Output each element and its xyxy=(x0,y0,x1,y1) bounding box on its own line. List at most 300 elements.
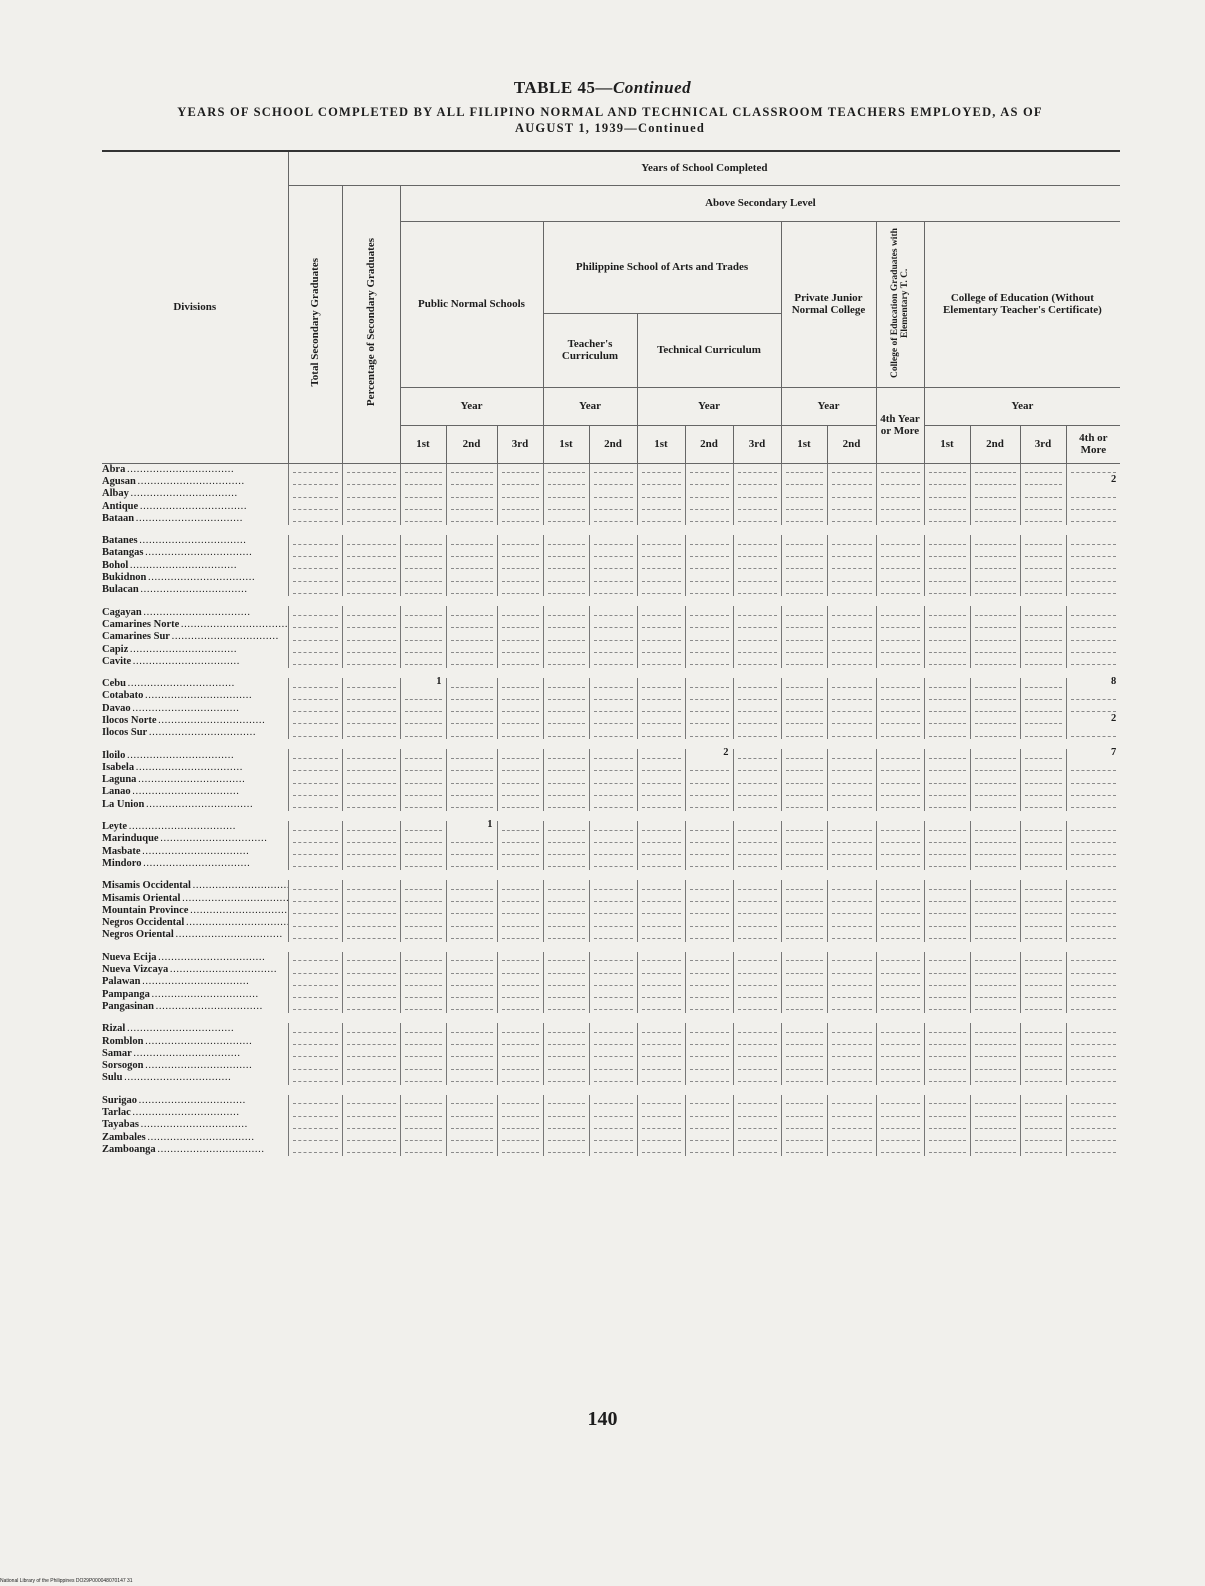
table-cell xyxy=(827,952,876,964)
table-cell xyxy=(733,1048,781,1060)
table-cell xyxy=(589,762,637,774)
table-cell xyxy=(637,513,685,525)
table-cell xyxy=(781,727,827,739)
table-cell xyxy=(924,858,970,870)
table-cell xyxy=(1066,675,1120,690)
table-cell xyxy=(400,619,446,631)
table-cell xyxy=(1066,1048,1120,1060)
table-cell xyxy=(733,1144,781,1156)
table-cell xyxy=(543,976,589,988)
table-cell xyxy=(733,619,781,631)
table-cell xyxy=(543,917,589,929)
table-cell xyxy=(288,799,342,811)
table-cell xyxy=(342,1060,400,1072)
table-cell xyxy=(685,952,733,964)
table-cell xyxy=(497,774,543,786)
table-cell xyxy=(288,1119,342,1131)
table-row xyxy=(102,833,1120,845)
table-cell xyxy=(446,703,497,715)
table-cell xyxy=(400,964,446,976)
table-cell xyxy=(781,846,827,858)
table-cell xyxy=(446,560,497,572)
table-cell xyxy=(876,619,924,631)
table-cell xyxy=(446,952,497,964)
cell-value: 2 xyxy=(723,747,729,759)
table-cell xyxy=(733,656,781,668)
table-cell xyxy=(970,774,1020,786)
table-cell xyxy=(827,463,876,476)
table-cell xyxy=(637,976,685,988)
table-cell xyxy=(589,786,637,798)
subtitle-line-2: AUGUST 1, 1939—Continued xyxy=(514,121,706,135)
division-name: Isabela . . . xyxy=(102,762,288,774)
table-cell xyxy=(827,656,876,668)
table-row xyxy=(102,488,1120,500)
table-cell xyxy=(342,976,400,988)
table-cell xyxy=(342,988,400,1000)
header-year-teachers: Year xyxy=(543,387,637,425)
table-cell xyxy=(589,572,637,584)
table-cell xyxy=(497,488,543,500)
table-cell xyxy=(288,774,342,786)
table-cell xyxy=(637,476,685,488)
table-cell xyxy=(543,656,589,668)
table-cell xyxy=(543,513,589,525)
table-cell xyxy=(342,1001,400,1013)
table-cell xyxy=(1020,1107,1066,1119)
division-name: Pangasinan . . . xyxy=(102,1001,288,1013)
table-cell xyxy=(589,1144,637,1156)
table-cell xyxy=(685,463,733,476)
table-cell xyxy=(685,846,733,858)
table-cell xyxy=(342,1048,400,1060)
table-cell xyxy=(827,560,876,572)
table-cell xyxy=(970,703,1020,715)
table-cell xyxy=(589,584,637,596)
table-row xyxy=(102,656,1120,668)
table-cell xyxy=(497,476,543,488)
table-cell xyxy=(781,964,827,976)
table-cell xyxy=(446,880,497,892)
table-row xyxy=(102,513,1120,525)
table-cell xyxy=(589,976,637,988)
table-cell xyxy=(685,880,733,892)
table-cell xyxy=(288,749,342,761)
table-cell xyxy=(497,619,543,631)
table-subtitle xyxy=(100,104,1120,136)
table-cell xyxy=(589,1095,637,1107)
table-cell xyxy=(497,500,543,512)
table-cell xyxy=(733,821,781,833)
table-cell xyxy=(781,513,827,525)
table-row xyxy=(102,762,1120,774)
table-cell xyxy=(589,833,637,845)
table-cell xyxy=(970,1072,1020,1084)
table-cell xyxy=(637,821,685,833)
table-cell xyxy=(781,762,827,774)
table-cell xyxy=(924,1131,970,1143)
table-cell xyxy=(342,535,400,547)
table-cell xyxy=(543,560,589,572)
table-cell xyxy=(685,1144,733,1156)
table-cell xyxy=(733,643,781,655)
table-cell xyxy=(685,1072,733,1084)
table-row xyxy=(102,905,1120,917)
table-cell xyxy=(733,905,781,917)
table-cell xyxy=(970,690,1020,702)
table-cell xyxy=(543,643,589,655)
table-cell xyxy=(288,833,342,845)
table-cell xyxy=(637,917,685,929)
table-cell xyxy=(288,1144,342,1156)
table-cell xyxy=(637,1144,685,1156)
table-cell xyxy=(827,1060,876,1072)
table-cell xyxy=(637,749,685,761)
table-cell xyxy=(1020,1131,1066,1143)
table-cell xyxy=(733,715,781,727)
table-cell xyxy=(733,1095,781,1107)
table-cell xyxy=(637,1048,685,1060)
table-cell xyxy=(497,584,543,596)
table-cell xyxy=(400,917,446,929)
table-cell xyxy=(685,500,733,512)
table-cell xyxy=(970,572,1020,584)
table-cell xyxy=(1020,488,1066,500)
table-cell xyxy=(446,513,497,525)
table-cell xyxy=(288,976,342,988)
table-cell xyxy=(827,892,876,904)
table-cell xyxy=(827,619,876,631)
table-cell xyxy=(876,1131,924,1143)
table-cell xyxy=(446,656,497,668)
table-cell xyxy=(685,905,733,917)
table-cell xyxy=(400,606,446,618)
table-cell xyxy=(446,964,497,976)
table-cell xyxy=(781,1023,827,1035)
division-name: Cagayan . . . xyxy=(102,606,288,618)
division-name: Romblon . . . xyxy=(102,1035,288,1047)
table-cell xyxy=(543,690,589,702)
table-cell xyxy=(827,1035,876,1047)
table-cell xyxy=(637,858,685,870)
table-row xyxy=(102,631,1120,643)
table-cell xyxy=(1020,560,1066,572)
table-cell xyxy=(733,762,781,774)
table-cell xyxy=(288,513,342,525)
table-title-main: TABLE 45 xyxy=(513,78,596,97)
table-cell xyxy=(1066,547,1120,559)
table-cell xyxy=(637,572,685,584)
table-cell xyxy=(685,799,733,811)
table-cell xyxy=(685,786,733,798)
table-cell xyxy=(733,513,781,525)
table-cell xyxy=(733,917,781,929)
table-cell xyxy=(827,547,876,559)
table-cell xyxy=(781,643,827,655)
table-row xyxy=(102,1035,1120,1047)
table-title xyxy=(0,78,1205,98)
group-spacer xyxy=(102,870,1120,880)
table-cell xyxy=(733,1001,781,1013)
table-cell xyxy=(827,880,876,892)
division-name: Davao . . . xyxy=(102,703,288,715)
table-cell xyxy=(827,584,876,596)
table-cell xyxy=(924,833,970,845)
table-cell xyxy=(288,858,342,870)
table-cell xyxy=(400,905,446,917)
table-cell xyxy=(589,1035,637,1047)
table-cell xyxy=(924,535,970,547)
table-cell xyxy=(400,572,446,584)
table-cell xyxy=(589,1023,637,1035)
table-cell xyxy=(685,606,733,618)
division-name: Sulu . . . xyxy=(102,1072,288,1084)
table-cell xyxy=(827,488,876,500)
table-cell xyxy=(924,917,970,929)
table-cell xyxy=(288,463,342,476)
table-cell xyxy=(1020,500,1066,512)
table-cell xyxy=(589,463,637,476)
table-cell xyxy=(733,846,781,858)
header-psat: Philippine School of Arts and Trades xyxy=(543,221,781,313)
table-cell xyxy=(400,821,446,833)
table-cell xyxy=(1020,880,1066,892)
table-cell xyxy=(924,463,970,476)
division-name: Palawan . . . xyxy=(102,976,288,988)
table-cell xyxy=(827,929,876,941)
table-cell xyxy=(970,762,1020,774)
table-cell xyxy=(543,1095,589,1107)
table-cell xyxy=(342,1107,400,1119)
table-row xyxy=(102,727,1120,739)
table-cell xyxy=(781,988,827,1000)
table-cell xyxy=(1020,749,1066,761)
table-cell xyxy=(400,858,446,870)
table-cell xyxy=(637,715,685,727)
table-cell xyxy=(342,703,400,715)
table-cell xyxy=(1066,712,1120,727)
table-cell xyxy=(924,952,970,964)
table-cell xyxy=(970,619,1020,631)
table-cell xyxy=(446,1060,497,1072)
header-y2: 2nd xyxy=(970,425,1020,463)
table-cell xyxy=(1066,619,1120,631)
table-cell xyxy=(543,799,589,811)
table-cell xyxy=(589,727,637,739)
table-cell xyxy=(781,929,827,941)
division-name: Misamis Occidental . . . xyxy=(102,880,288,892)
table-cell xyxy=(1020,547,1066,559)
table-cell xyxy=(970,786,1020,798)
table-cell xyxy=(1066,690,1120,702)
table-cell xyxy=(1020,1001,1066,1013)
table-cell xyxy=(970,749,1020,761)
group-spacer xyxy=(102,1085,1120,1095)
table-cell xyxy=(288,584,342,596)
table-cell xyxy=(342,833,400,845)
table-cell xyxy=(685,1023,733,1035)
table-cell xyxy=(497,917,543,929)
table-cell xyxy=(543,463,589,476)
table-cell xyxy=(827,703,876,715)
division-name: Camarines Sur . . . xyxy=(102,631,288,643)
table-cell xyxy=(733,988,781,1000)
table-cell xyxy=(733,952,781,964)
table-cell xyxy=(589,846,637,858)
table-cell xyxy=(876,964,924,976)
table-cell xyxy=(400,500,446,512)
table-cell xyxy=(637,619,685,631)
footer-credit: National Library of the Philippines DO29P000048070147 31 xyxy=(0,1578,133,1584)
table-cell xyxy=(1066,858,1120,870)
table-cell xyxy=(1066,1095,1120,1107)
table-cell xyxy=(497,547,543,559)
table-row xyxy=(102,678,1120,690)
table-cell xyxy=(446,858,497,870)
header-year-technical: Year xyxy=(637,387,781,425)
division-name: Negros Occidental . . . xyxy=(102,917,288,929)
table-cell xyxy=(589,678,637,690)
table-cell xyxy=(876,500,924,512)
table-cell xyxy=(876,547,924,559)
table-row xyxy=(102,976,1120,988)
table-cell xyxy=(876,727,924,739)
table-cell xyxy=(637,833,685,845)
table-row xyxy=(102,1001,1120,1013)
table-cell xyxy=(970,929,1020,941)
table-cell xyxy=(924,1001,970,1013)
table-cell xyxy=(781,572,827,584)
table-cell xyxy=(876,476,924,488)
table-cell xyxy=(827,1095,876,1107)
table-cell xyxy=(924,488,970,500)
table-cell xyxy=(1020,988,1066,1000)
table-cell xyxy=(733,1023,781,1035)
table-cell xyxy=(637,1001,685,1013)
table-row xyxy=(102,547,1120,559)
group-spacer xyxy=(102,596,1120,606)
table-cell xyxy=(497,572,543,584)
table-cell xyxy=(446,917,497,929)
table-cell xyxy=(781,606,827,618)
table-cell xyxy=(781,976,827,988)
table-cell xyxy=(543,1072,589,1084)
table-cell xyxy=(543,762,589,774)
table-cell xyxy=(827,821,876,833)
table-cell xyxy=(589,631,637,643)
table-cell xyxy=(733,892,781,904)
table-cell xyxy=(497,606,543,618)
table-cell xyxy=(497,833,543,845)
header-coe-without-etc: College of Education (Without Elementary Teacher's Certificate) xyxy=(924,221,1120,387)
table-cell xyxy=(1020,976,1066,988)
table-cell xyxy=(637,988,685,1000)
table-cell xyxy=(497,952,543,964)
table-cell xyxy=(685,703,733,715)
table-cell xyxy=(589,476,637,488)
table-cell xyxy=(288,656,342,668)
table-cell xyxy=(589,880,637,892)
table-row xyxy=(102,560,1120,572)
header-4th-year-or-more: 4th Year or More xyxy=(876,387,924,463)
table-cell xyxy=(543,535,589,547)
table-cell xyxy=(1020,643,1066,655)
table-cell xyxy=(589,488,637,500)
table-cell xyxy=(342,631,400,643)
table-cell xyxy=(497,535,543,547)
table-cell xyxy=(970,476,1020,488)
table-cell xyxy=(637,690,685,702)
table-cell xyxy=(827,917,876,929)
table-cell xyxy=(400,833,446,845)
table-cell xyxy=(924,572,970,584)
table-cell xyxy=(400,1095,446,1107)
table-cell xyxy=(876,703,924,715)
table-cell xyxy=(446,749,497,761)
division-name: Marinduque . . . xyxy=(102,833,288,845)
table-cell xyxy=(637,606,685,618)
table-cell xyxy=(637,774,685,786)
table-cell xyxy=(497,786,543,798)
table-cell xyxy=(1020,821,1066,833)
table-cell xyxy=(876,572,924,584)
table-cell xyxy=(400,976,446,988)
table-cell xyxy=(781,656,827,668)
table-cell xyxy=(637,463,685,476)
table-cell xyxy=(446,606,497,618)
table-cell xyxy=(970,643,1020,655)
table-cell xyxy=(781,715,827,727)
division-name: Bukidnon . . . xyxy=(102,572,288,584)
table-cell xyxy=(685,476,733,488)
header-y1: 1st xyxy=(781,425,827,463)
table-cell xyxy=(342,858,400,870)
table-cell xyxy=(781,952,827,964)
table-cell xyxy=(288,929,342,941)
table-cell xyxy=(685,1035,733,1047)
table-cell xyxy=(924,631,970,643)
table-cell xyxy=(446,584,497,596)
table-cell xyxy=(637,643,685,655)
table-cell xyxy=(733,584,781,596)
table-cell xyxy=(733,1119,781,1131)
table-cell xyxy=(733,631,781,643)
table-cell xyxy=(827,606,876,618)
table-cell xyxy=(924,799,970,811)
table-cell xyxy=(400,1072,446,1084)
division-name: Capiz . . . xyxy=(102,643,288,655)
header-y1: 1st xyxy=(543,425,589,463)
division-name: Batanes . . . xyxy=(102,535,288,547)
table-cell xyxy=(543,1119,589,1131)
table-cell xyxy=(497,821,543,833)
table-cell xyxy=(446,976,497,988)
table-cell xyxy=(288,1072,342,1084)
table-cell xyxy=(924,715,970,727)
table-row xyxy=(102,846,1120,858)
table-cell xyxy=(1066,774,1120,786)
table-cell xyxy=(342,1023,400,1035)
division-name: Albay . . . xyxy=(102,488,288,500)
table-cell xyxy=(589,799,637,811)
table-row xyxy=(102,703,1120,715)
table-cell xyxy=(876,929,924,941)
table-cell xyxy=(637,500,685,512)
table-cell xyxy=(400,1001,446,1013)
table-cell xyxy=(827,976,876,988)
table-cell xyxy=(685,560,733,572)
table-cell xyxy=(781,500,827,512)
